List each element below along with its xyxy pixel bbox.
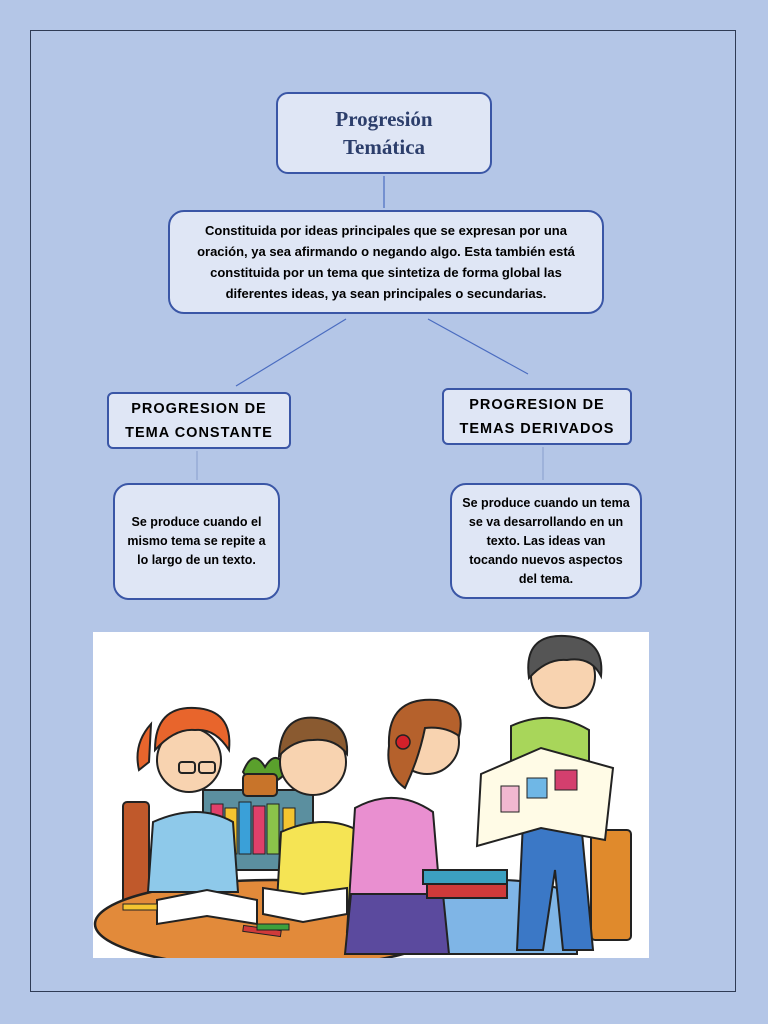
book-stack-1	[423, 870, 507, 884]
right-chair	[591, 830, 631, 940]
heading-temas-derivados: PROGRESION DE TEMAS DERIVADOS	[442, 388, 632, 445]
description-tema-constante: Se produce cuando el mismo tema se repite a lo largo de un texto.	[113, 483, 280, 600]
description-temas-derivados: Se produce cuando un tema se va desarrollando en un texto. Las ideas van tocando nuevos aspectos del tema.	[450, 483, 642, 599]
pencil-3	[257, 924, 289, 930]
definition-box: Constituida por ideas principales que se expresan por una oración, ya sea afirmando o negando algo. Esta también está constituida por un tema que sintetiza de forma global las diferentes ideas, ya sean principales o secundarias.	[168, 210, 604, 314]
book-stack-2	[427, 884, 507, 898]
diagram-title: Progresión Temática	[276, 92, 492, 174]
pencil-1	[123, 904, 157, 910]
connector-definition-left	[236, 319, 346, 386]
open-book-middle	[263, 888, 347, 922]
illustration-drawing	[93, 632, 649, 958]
children-studying-illustration	[93, 632, 649, 958]
connector-definition-right	[428, 319, 528, 374]
girl-with-bow	[345, 700, 461, 954]
heading-tema-constante: PROGRESION DE TEMA CONSTANTE	[107, 392, 291, 449]
